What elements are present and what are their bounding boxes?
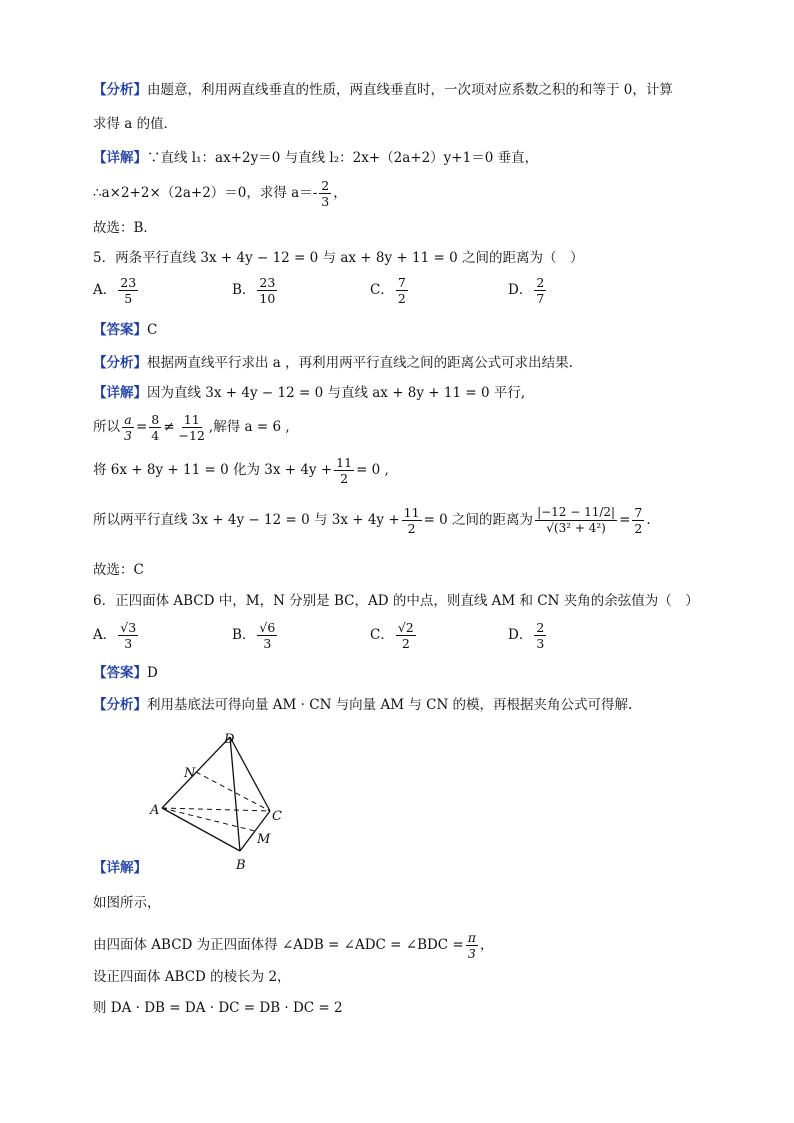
edge-ab bbox=[162, 808, 240, 851]
q5-option-c: C． $\frac{7}{2}$ bbox=[370, 275, 406, 306]
q6-answer: D bbox=[147, 665, 158, 681]
q6-line2: 由四面体 ABCD 为正四面体得 ∠ADB = ∠ADC = ∠BDC = $\frac{\pi}{3}$ ， bbox=[93, 930, 494, 961]
q5-analysis: 根据两直线平行求出 a ，再利用两平行直线之间的距离公式可求出结果. bbox=[147, 355, 573, 371]
q6-analysis-line bbox=[93, 695, 632, 715]
q5-option-b: B． $\frac{23}{10}$ bbox=[232, 275, 276, 306]
q6-answer-line bbox=[93, 663, 158, 683]
answer-tag: 【答案】 bbox=[93, 322, 147, 338]
q6-stem: 6．正四面体 ABCD 中，M，N 分别是 BC，AD 的中点，则直线 AM 和 CN 夹角的余弦值为（ ） bbox=[93, 593, 699, 609]
detail-tag: 【详解】 bbox=[93, 860, 147, 876]
q5-answer-line bbox=[93, 320, 157, 340]
label-d: D bbox=[224, 732, 235, 747]
q6-option-b: B． $\frac{√6}{3}$ bbox=[232, 620, 276, 651]
q5-detail4: 所以两平行直线 3x + 4y − 12 = 0 与 3x + 4y + $\frac{11}{2}$ = 0 之间的距离为 $\frac{|-12 - 11/2|}{\text{√(3² + 4²)}}$ = $\frac{7}{2}$ . bbox=[93, 505, 651, 536]
analysis-tag: 【分析】 bbox=[93, 82, 147, 98]
q5-detail3: 将 6x + 8y + 11 = 0 化为 3x + 4y + $\frac{11}{2}$ = 0 , bbox=[93, 455, 389, 486]
q6-analysis: 利用基底法可得向量 AM · CN 与向量 AM 与 CN 的模，再根据夹角公式可得解. bbox=[147, 697, 633, 713]
label-a: A bbox=[150, 803, 160, 818]
q5-answer: C bbox=[147, 322, 158, 338]
q6-detail-tag-line bbox=[93, 858, 147, 878]
q5-analysis-line bbox=[93, 353, 573, 373]
q4-eq-text: ∴a×2+2×（2a+2）＝0，求得 a＝- bbox=[93, 185, 318, 201]
q4-fraction: $\frac{2}{3}$ bbox=[321, 178, 330, 209]
q4-analysis-line2: 求得 a 的值． bbox=[93, 116, 178, 132]
q4-analysis-line bbox=[93, 80, 673, 100]
q5-option-a: A． $\frac{23}{5}$ bbox=[93, 275, 137, 306]
analysis-tag: 【分析】 bbox=[93, 697, 147, 713]
analysis-tag: 【分析】 bbox=[93, 355, 147, 371]
q4-detail-text: ∵直线 l₁：ax+2y＝0 与直线 l₂：2x+（2a+2）y+1＝0 垂直， bbox=[147, 150, 539, 166]
q4-choice: 故选：B． bbox=[93, 220, 157, 236]
q4-analysis-text: 由题意，利用两直线垂直的性质，两直线垂直时，一次项对应系数之积的和等于 0，计算 bbox=[147, 82, 673, 98]
answer-tag: 【答案】 bbox=[93, 665, 147, 681]
edge-ac-hidden bbox=[162, 808, 270, 811]
label-m: M bbox=[257, 832, 271, 847]
label-n: N bbox=[184, 766, 196, 781]
tetrahedron-figure bbox=[140, 725, 300, 875]
q5-option-d: D． $\frac{2}{7}$ bbox=[508, 275, 545, 306]
q6-line4: 则 DA · DB = DA · DC = DB · DC = 2 bbox=[93, 1000, 343, 1016]
q5-detail2: 所以 $\frac{a}{3}$ = $\frac{8}{4}$ ≠ $\frac{11}{-12}$ ,解得 a = 6 , bbox=[93, 412, 290, 443]
detail-tag: 【详解】 bbox=[93, 150, 147, 166]
q6-line3: 设正四面体 ABCD 的棱长为 2， bbox=[93, 969, 291, 985]
q6-line1: 如图所示， bbox=[93, 895, 161, 911]
q4-detail-line2: ∴a×2+2×（2a+2）＝0，求得 a＝- $\frac{2}{3}$ ， bbox=[93, 178, 347, 209]
q6-option-c: C． $\frac{√2}{2}$ bbox=[370, 620, 414, 651]
q5-choice: 故选：C bbox=[93, 562, 144, 578]
q6-option-a: A． $\frac{√3}{3}$ bbox=[93, 620, 137, 651]
q5-detail1: 因为直线 3x + 4y − 12 = 0 与直线 ax + 8y + 11 = 0 平行, bbox=[147, 385, 526, 401]
q6-option-d: D． $\frac{2}{3}$ bbox=[508, 620, 545, 651]
label-b: B bbox=[236, 858, 246, 873]
detail-tag: 【详解】 bbox=[93, 385, 147, 401]
segment-am bbox=[162, 808, 255, 831]
q5-detail-line bbox=[93, 383, 525, 403]
q4-detail-line bbox=[93, 148, 538, 168]
q5-stem: 5．两条平行直线 3x + 4y − 12 = 0 与 ax + 8y + 11 = 0 之间的距离为（ ） bbox=[93, 250, 584, 266]
label-c: C bbox=[272, 809, 282, 824]
